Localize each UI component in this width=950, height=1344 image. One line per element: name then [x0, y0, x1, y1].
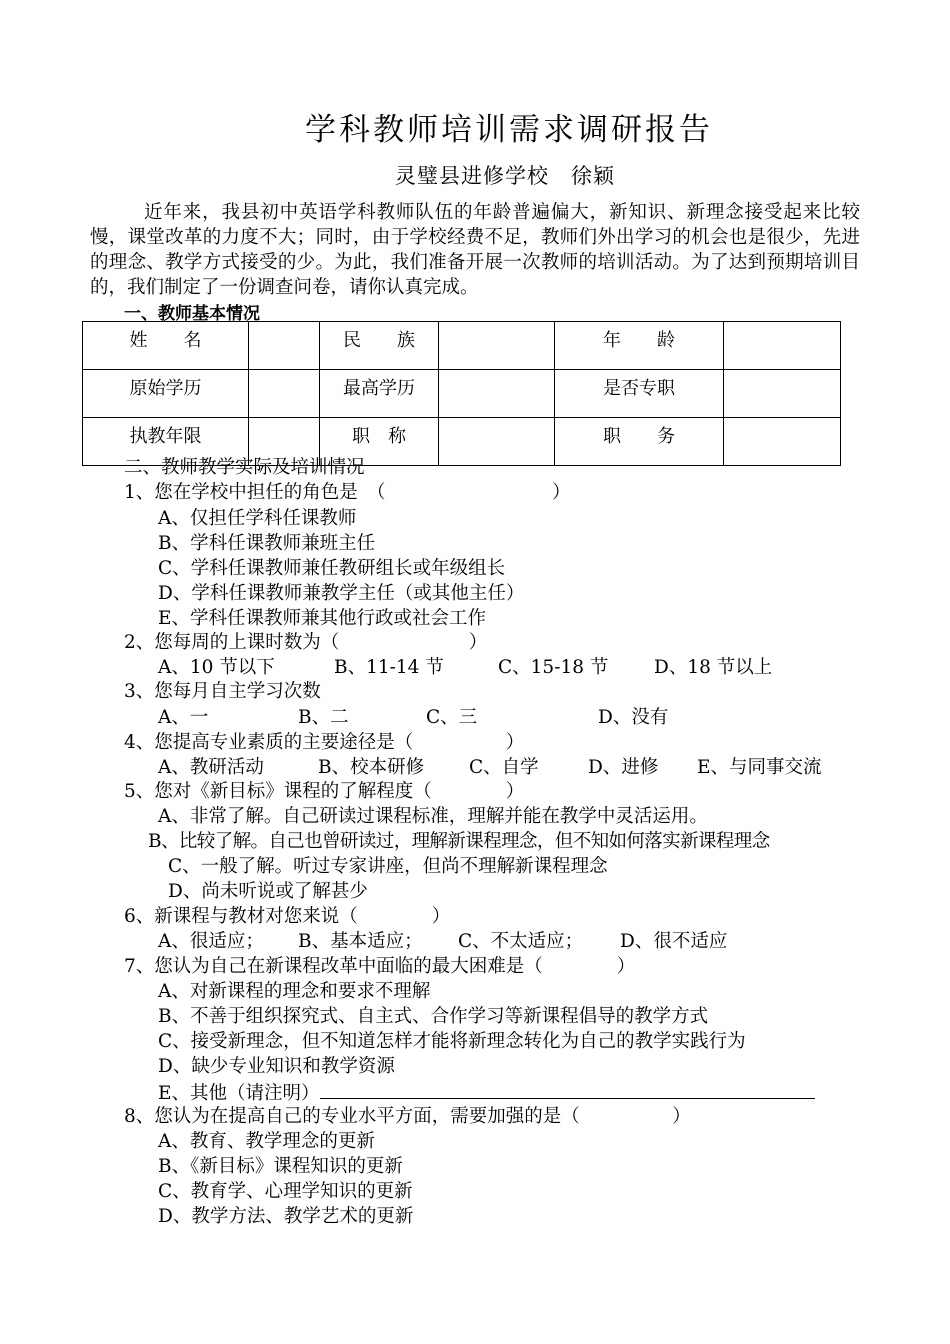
- field-title[interactable]: [439, 418, 555, 466]
- question-5: 5、您对《新目标》课程的了解程度（ ）: [124, 781, 525, 802]
- label-ethnicity: 民 族: [320, 322, 439, 370]
- field-highest-education[interactable]: [439, 370, 555, 418]
- q2-option-b[interactable]: B、11-14 节: [334, 657, 444, 678]
- q7-option-e[interactable]: [158, 1080, 815, 1106]
- question-3: 3、您每月自主学习次数: [124, 681, 321, 702]
- label-age: 年 龄: [555, 322, 724, 370]
- label-name: 姓 名: [83, 322, 249, 370]
- q1-option-a[interactable]: A、仅担任学科任课教师: [158, 508, 357, 529]
- q2-option-c[interactable]: C、15-18 节: [498, 657, 609, 678]
- question-6: 6、新课程与教材对您来说（ ）: [124, 906, 451, 927]
- q6-option-b[interactable]: B、基本适应；: [298, 931, 423, 952]
- field-original-education[interactable]: [249, 370, 320, 418]
- q5-option-a[interactable]: A、非常了解。自己研读过课程标准，理解并能在教学中灵活运用。: [158, 806, 708, 827]
- field-name[interactable]: [249, 322, 320, 370]
- question-7: 7、您认为自己在新课程改革中面临的最大困难是（ ）: [124, 956, 636, 977]
- q8-option-c[interactable]: C、教育学、心理学知识的更新: [158, 1181, 413, 1202]
- section-heading-teaching: 二、教师教学实际及培训情况: [124, 457, 365, 478]
- q7-option-d[interactable]: D、缺少专业知识和教学资源: [158, 1056, 395, 1077]
- q3-option-b[interactable]: B、二: [298, 707, 349, 728]
- q6-option-c[interactable]: C、不太适应；: [458, 931, 584, 952]
- field-ethnicity[interactable]: [439, 322, 555, 370]
- label-full-time: 是否专职: [555, 370, 724, 418]
- table-row: [83, 322, 841, 370]
- label-position: 职 务: [555, 418, 724, 466]
- q3-option-a[interactable]: A、一: [158, 707, 209, 728]
- field-age[interactable]: [724, 322, 841, 370]
- q1-option-c[interactable]: C、学科任课教师兼任教研组长或年级组长: [158, 558, 506, 579]
- q4-option-d[interactable]: D、进修: [588, 757, 659, 778]
- question-1: 1、您在学校中担任的角色是 （ ）: [124, 482, 571, 503]
- question-2: 2、您每周的上课时数为（ ）: [124, 632, 488, 653]
- q2-option-a[interactable]: A、10 节以下: [158, 657, 275, 678]
- fill-in-blank-line[interactable]: [320, 1080, 815, 1099]
- table-row: [83, 370, 841, 418]
- label-teaching-years: 执教年限: [83, 418, 249, 466]
- teacher-info-table: [82, 321, 841, 466]
- q5-option-d[interactable]: D、尚未听说或了解甚少: [168, 881, 368, 902]
- field-full-time[interactable]: [724, 370, 841, 418]
- q4-option-c[interactable]: C、自学: [469, 757, 539, 778]
- q1-option-d[interactable]: D、学科任课教师兼教学主任（或其他主任）: [158, 583, 525, 604]
- intro-paragraph: 近年来，我县初中英语学科教师队伍的年龄普遍偏大，新知识、新理念接受起来比较慢，课堂改革的力度不大；同时，由于学校经费不足，教师们外出学习的机会也是很少，先进的理念、教学方式接受的少。为此，我们准备开展一次教师的培训活动。为了达到预期培训目的，我们制定了一份调查问卷，请你认真完成。: [90, 202, 860, 298]
- q7-option-a[interactable]: A、对新课程的理念和要求不理解: [158, 981, 431, 1002]
- q8-option-b[interactable]: B、《新目标》课程知识的更新: [158, 1156, 403, 1177]
- q1-option-b[interactable]: B、学科任课教师兼班主任: [158, 533, 376, 554]
- section-heading-basic-info: 一、教师基本情况: [124, 304, 260, 324]
- q4-option-e[interactable]: E、与同事交流: [697, 757, 822, 778]
- author-line: 灵璧县进修学校 徐颖: [395, 164, 615, 188]
- q2-option-d[interactable]: D、18 节以上: [654, 657, 773, 678]
- q5-option-b[interactable]: B、比较了解。自己也曾研读过，理解新课程理念，但不知如何落实新课程理念: [148, 831, 770, 852]
- label-original-education: 原始学历: [83, 370, 249, 418]
- q8-option-d[interactable]: D、教学方法、教学艺术的更新: [158, 1206, 414, 1227]
- q3-option-d[interactable]: D、没有: [598, 707, 669, 728]
- question-8: 8、您认为在提高自己的专业水平方面，需要加强的是（ ）: [124, 1106, 691, 1127]
- q1-option-e[interactable]: E、学科任课教师兼其他行政或社会工作: [158, 608, 487, 629]
- q5-option-c[interactable]: C、一般了解。听过专家讲座，但尚不理解新课程理念: [168, 856, 608, 877]
- q3-option-c[interactable]: C、三: [426, 707, 478, 728]
- q6-option-d[interactable]: D、很不适应: [620, 931, 728, 952]
- q7-option-b[interactable]: B、不善于组织探究式、自主式、合作学习等新课程倡导的教学方式: [158, 1006, 709, 1027]
- label-highest-education: 最高学历: [320, 370, 439, 418]
- q4-option-a[interactable]: A、教研活动: [158, 757, 264, 778]
- q7-option-c[interactable]: C、接受新理念，但不知道怎样才能将新理念转化为自己的教学实践行为: [158, 1031, 746, 1052]
- q8-option-a[interactable]: A、教育、教学理念的更新: [158, 1131, 375, 1152]
- q6-option-a[interactable]: A、很适应；: [158, 931, 264, 952]
- q7-option-e-label: E、其他（请注明）: [158, 1083, 320, 1104]
- q4-option-b[interactable]: B、校本研修: [318, 757, 425, 778]
- field-position[interactable]: [724, 418, 841, 466]
- question-4: 4、您提高专业素质的主要途径是（ ）: [124, 732, 525, 753]
- page-title: 学科教师培训需求调研报告: [305, 112, 713, 148]
- label-title: 职 称: [320, 418, 439, 466]
